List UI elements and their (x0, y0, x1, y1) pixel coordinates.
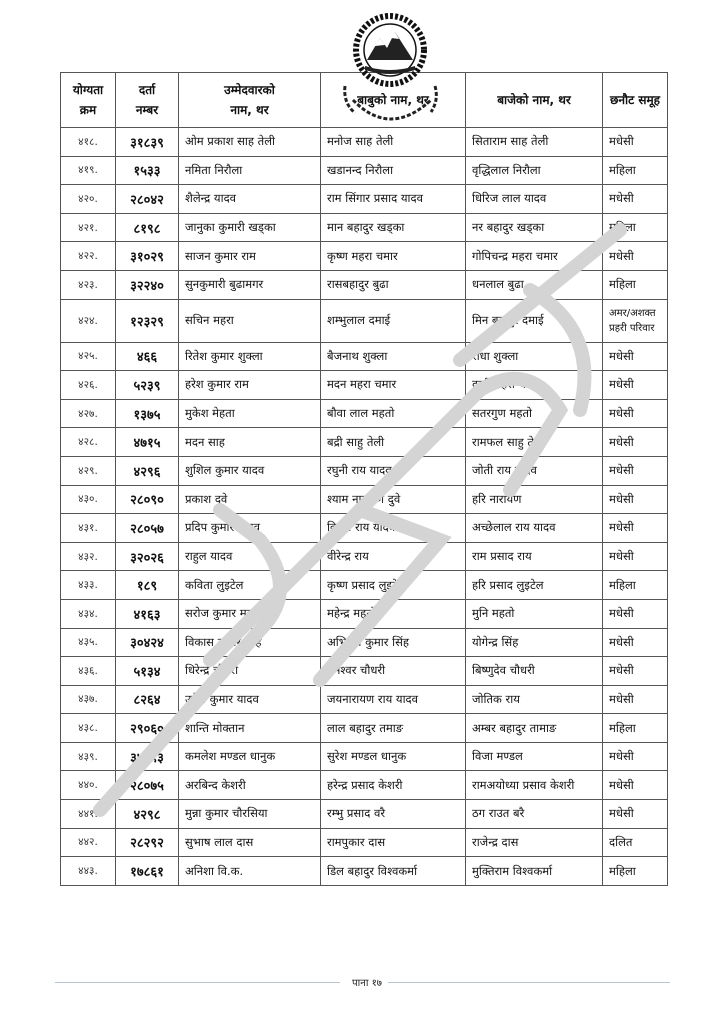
grandfather-name-cell: अच्छेलाल राय यादव (466, 514, 603, 543)
grandfather-name-cell: नर बहादुर खड्का (466, 213, 603, 242)
rank-cell: ४२७. (61, 399, 116, 428)
candidate-name-cell: राहुल यादव (179, 542, 321, 571)
rank-cell: ४३७. (61, 685, 116, 714)
registration-number-cell: १२३२९ (116, 299, 179, 342)
selection-group-cell: मधेसी (603, 800, 668, 829)
registration-number-cell: ४१६३ (116, 599, 179, 628)
father-name-cell: शम्भुलाल दमाई (321, 299, 466, 342)
father-name-cell: खडानन्द निरौला (321, 156, 466, 185)
candidate-name-cell: कमलेश मण्डल धानुक (179, 742, 321, 771)
father-name-cell: रासबहादुर बुढा (321, 270, 466, 299)
table-row (61, 399, 668, 428)
grandfather-name-cell: दुखी महरा चमार (466, 371, 603, 400)
grandfather-name-cell: मुनि महतो (466, 599, 603, 628)
father-name-cell: बौवा लाल महतो (321, 399, 466, 428)
rank-cell: ४३४. (61, 599, 116, 628)
candidate-name-cell: हरेश कुमार राम (179, 371, 321, 400)
table-row (61, 800, 668, 829)
footer-rule-right (388, 982, 670, 983)
candidate-name-cell: जानुका कुमारी खड्का (179, 213, 321, 242)
father-name-cell: अभिराम कुमार सिंह (321, 628, 466, 657)
grandfather-name-cell: हरि प्रसाद लुइटेल (466, 571, 603, 600)
table-row (61, 270, 668, 299)
father-name-cell: सुरेश मण्डल धानुक (321, 742, 466, 771)
table-row (61, 628, 668, 657)
registration-number-cell: ३१८३९ (116, 128, 179, 157)
father-name-cell: लाल बहादुर तमाङ (321, 714, 466, 743)
rank-cell: ४३५. (61, 628, 116, 657)
grandfather-name-cell: धिरिज लाल यादव (466, 185, 603, 214)
grandfather-name-cell: रामफल साहु तेली (466, 428, 603, 457)
registration-number-cell: ५२३९ (116, 371, 179, 400)
registration-number-cell: १७८६१ (116, 857, 179, 886)
father-name-cell: डिल बहादुर विश्वकर्मा (321, 857, 466, 886)
selection-group-cell: मधेसी (603, 771, 668, 800)
candidate-name-cell: सरोज कुमार महतो (179, 599, 321, 628)
candidate-name-cell: उमेश कुमार यादव (179, 685, 321, 714)
selection-group-cell: मधेसी (603, 128, 668, 157)
candidate-name-cell: मुकेश मेहता (179, 399, 321, 428)
selection-group-cell: मधेसी (603, 628, 668, 657)
registration-number-cell: २८०५७ (116, 514, 179, 543)
rank-cell: ४२४. (61, 299, 116, 342)
selection-group-line1: अमर/अशक्त (609, 307, 656, 319)
selection-group-line2: प्रहरी परिवार (609, 322, 655, 334)
candidate-name-cell: शुशिल कुमार यादव (179, 456, 321, 485)
registration-number-cell: ४२९६ (116, 456, 179, 485)
rank-cell: ४२१. (61, 213, 116, 242)
registration-number-cell: २८०९० (116, 485, 179, 514)
rank-cell: ४४३. (61, 857, 116, 886)
candidate-name-cell: कविता लुइटेल (179, 571, 321, 600)
grandfather-name-cell: राजेन्द्र दास (466, 828, 603, 857)
selection-group-cell (603, 299, 668, 342)
registration-number-cell: १८९ (116, 571, 179, 600)
grandfather-name-cell: सतरगुण महतो (466, 399, 603, 428)
rank-cell: ४१८. (61, 128, 116, 157)
header-grandfather-name: बाजेको नाम, थर (466, 73, 603, 128)
candidate-name-cell: धिरेन्द्र चौधरी (179, 657, 321, 686)
candidate-name-cell: साजन कुमार राम (179, 242, 321, 271)
header-candidate-name: उम्मेदवारको नाम, थर (179, 73, 321, 128)
registration-number-cell: २९०६० (116, 714, 179, 743)
grandfather-name-cell: योगेन्द्र सिंह (466, 628, 603, 657)
table-row (61, 714, 668, 743)
father-name-cell: हरेन्द्र प्रसाद केशरी (321, 771, 466, 800)
selection-group-cell: मधेसी (603, 399, 668, 428)
father-name-cell: रघुनी राय यादव (321, 456, 466, 485)
header-selection-group: छनौट समूह (603, 73, 668, 128)
rank-cell: ४४२. (61, 828, 116, 857)
registration-number-cell: ४७१५ (116, 428, 179, 457)
selection-group-cell: मधेसी (603, 542, 668, 571)
father-name-cell: बैजनाथ शुक्ला (321, 342, 466, 371)
registration-number-cell: ३४१९३ (116, 742, 179, 771)
table-row (61, 428, 668, 457)
candidate-name-cell: प्रकाश दुवे (179, 485, 321, 514)
rank-cell: ४४१. (61, 800, 116, 829)
selection-group-cell: मधेसी (603, 428, 668, 457)
registration-number-cell: ८२६४ (116, 685, 179, 714)
table-row (61, 657, 668, 686)
selection-group-cell: महिला (603, 156, 668, 185)
candidate-name-cell: मुन्ना कुमार चौरसिया (179, 800, 321, 829)
father-name-cell: वीरेन्द्र राय (321, 542, 466, 571)
candidate-name-cell: विकास कुमार सिंह (179, 628, 321, 657)
father-name-cell: महेन्द्र महतो (321, 599, 466, 628)
candidate-name-cell: सुभाष लाल दास (179, 828, 321, 857)
rank-cell: ४३८. (61, 714, 116, 743)
rank-cell: ४२९. (61, 456, 116, 485)
grandfather-name-cell: मुक्तिराम विश्वकर्मा (466, 857, 603, 886)
registration-number-cell: ३२२४० (116, 270, 179, 299)
registration-number-cell: २८२९२ (116, 828, 179, 857)
selection-group-cell: मधेसी (603, 599, 668, 628)
rank-cell: ४२०. (61, 185, 116, 214)
registration-number-cell: ४२९८ (116, 800, 179, 829)
selection-group-cell: दलित (603, 828, 668, 857)
table-row (61, 456, 668, 485)
candidate-name-cell: मदन साह (179, 428, 321, 457)
rank-cell: ४३९. (61, 742, 116, 771)
grandfather-name-cell: विजा मण्डल (466, 742, 603, 771)
grandfather-name-cell: ठग राउत बरै (466, 800, 603, 829)
table-row (61, 242, 668, 271)
selection-group-cell: मधेसी (603, 685, 668, 714)
rank-cell: ४३१. (61, 514, 116, 543)
father-name-cell: विजन राय यादव (321, 514, 466, 543)
rank-cell: ४३३. (61, 571, 116, 600)
selection-group-cell: मधेसी (603, 742, 668, 771)
registration-number-cell: ८१९८ (116, 213, 179, 242)
rank-cell: ४३६. (61, 657, 116, 686)
grandfather-name-cell: बिष्णुदेव चौधरी (466, 657, 603, 686)
table-row (61, 742, 668, 771)
father-name-cell: कृष्ण महरा चमार (321, 242, 466, 271)
grandfather-name-cell: सिताराम साह तेली (466, 128, 603, 157)
grandfather-name-cell: वृद्धिलाल निरौला (466, 156, 603, 185)
table-row (61, 156, 668, 185)
candidate-name-cell: ओम प्रकाश साह तेली (179, 128, 321, 157)
header-registration-number: दर्ता नम्बर (116, 73, 179, 128)
table-row (61, 128, 668, 157)
selection-group-cell: महिला (603, 857, 668, 886)
selection-group-cell: मधेसी (603, 514, 668, 543)
father-name-cell: रम्भु प्रसाद वरै (321, 800, 466, 829)
rank-cell: ४२५. (61, 342, 116, 371)
table-row (61, 828, 668, 857)
father-name-cell: मदन महरा चमार (321, 371, 466, 400)
selection-group-cell: मधेसी (603, 456, 668, 485)
grandfather-name-cell: गोपिचन्द्र महरा चमार (466, 242, 603, 271)
table-row (61, 299, 668, 342)
table-row (61, 771, 668, 800)
candidate-name-cell: रितेश कुमार शुक्ला (179, 342, 321, 371)
selection-group-cell: महिला (603, 213, 668, 242)
table-row (61, 371, 668, 400)
father-name-cell: रामपुकार दास (321, 828, 466, 857)
results-table (60, 72, 668, 886)
father-name-cell: जयनारायण राय यादव (321, 685, 466, 714)
rank-cell: ४३०. (61, 485, 116, 514)
grandfather-name-cell: अम्बर बहादुर तामाङ (466, 714, 603, 743)
table-row (61, 342, 668, 371)
grandfather-name-cell: राम प्रसाद राय (466, 542, 603, 571)
table-row (61, 213, 668, 242)
father-name-cell: बद्री साहु तेली (321, 428, 466, 457)
candidate-name-cell: सुनकुमारी बुढामगर (179, 270, 321, 299)
rank-cell: ४२२. (61, 242, 116, 271)
table-row (61, 542, 668, 571)
father-name-cell: मान बहादुर खड्का (321, 213, 466, 242)
header-rank: योग्यता क्रम (61, 73, 116, 128)
father-name-cell: मनोज साह तेली (321, 128, 466, 157)
table-row (61, 514, 668, 543)
candidate-name-cell: नमिता निरौला (179, 156, 321, 185)
registration-number-cell: ३०४२४ (116, 628, 179, 657)
registration-number-cell: ४६६ (116, 342, 179, 371)
footer-rule-left (55, 982, 340, 983)
grandfather-name-cell: जोतिक राय (466, 685, 603, 714)
rank-cell: ४३२. (61, 542, 116, 571)
grandfather-name-cell: रामअयोध्या प्रसाव केशरी (466, 771, 603, 800)
candidate-name-cell: अनिशा वि.क. (179, 857, 321, 886)
registration-number-cell: ५१३४ (116, 657, 179, 686)
table-row (61, 857, 668, 886)
registration-number-cell: १३७५ (116, 399, 179, 428)
father-name-cell: श्याम नारायण दुवे (321, 485, 466, 514)
candidate-name-cell: अरबिन्द केशरी (179, 771, 321, 800)
header-father-name: बाबुको नाम, थर (321, 73, 466, 128)
father-name-cell: प्रमेश्वर चौधरी (321, 657, 466, 686)
father-name-cell: राम सिंगार प्रसाद यादव (321, 185, 466, 214)
rank-cell: ४२८. (61, 428, 116, 457)
police-seal-logo (335, 8, 445, 128)
candidate-name-cell: शान्ति मोक्तान (179, 714, 321, 743)
table-row (61, 685, 668, 714)
registration-number-cell: १५३३ (116, 156, 179, 185)
table-row (61, 599, 668, 628)
selection-group-cell: मधेसी (603, 485, 668, 514)
grandfather-name-cell: मिन बहादुर दमाई (466, 299, 603, 342)
table-row (61, 485, 668, 514)
rank-cell: ४४०. (61, 771, 116, 800)
table-row (61, 571, 668, 600)
registration-number-cell: २८०७५ (116, 771, 179, 800)
grandfather-name-cell: जोती राय यादव (466, 456, 603, 485)
candidate-name-cell: प्रदिप कुमार यादव (179, 514, 321, 543)
selection-group-cell: महिला (603, 571, 668, 600)
candidate-name-cell: सचिन महरा (179, 299, 321, 342)
registration-number-cell: ३२०२६ (116, 542, 179, 571)
grandfather-name-cell: हरि नारायण (466, 485, 603, 514)
page-number: पाना १७ (352, 978, 382, 989)
rank-cell: ४१९. (61, 156, 116, 185)
selection-group-cell: मधेसी (603, 185, 668, 214)
father-name-cell: कृष्ण प्रसाद लुइटेल (321, 571, 466, 600)
selection-group-cell: मधेसी (603, 342, 668, 371)
registration-number-cell: २८०४२ (116, 185, 179, 214)
registration-number-cell: ३१०२९ (116, 242, 179, 271)
grandfather-name-cell: धनलाल बुढा (466, 270, 603, 299)
table-row (61, 185, 668, 214)
page-footer (55, 975, 670, 989)
grandfather-name-cell: राधा शुक्ला (466, 342, 603, 371)
selection-group-cell: मधेसी (603, 657, 668, 686)
selection-group-cell: मधेसी (603, 371, 668, 400)
selection-group-cell: महिला (603, 270, 668, 299)
rank-cell: ४२३. (61, 270, 116, 299)
selection-group-cell: मधेसी (603, 242, 668, 271)
rank-cell: ४२६. (61, 371, 116, 400)
candidate-name-cell: शैलेन्द्र यादव (179, 185, 321, 214)
selection-group-cell: महिला (603, 714, 668, 743)
